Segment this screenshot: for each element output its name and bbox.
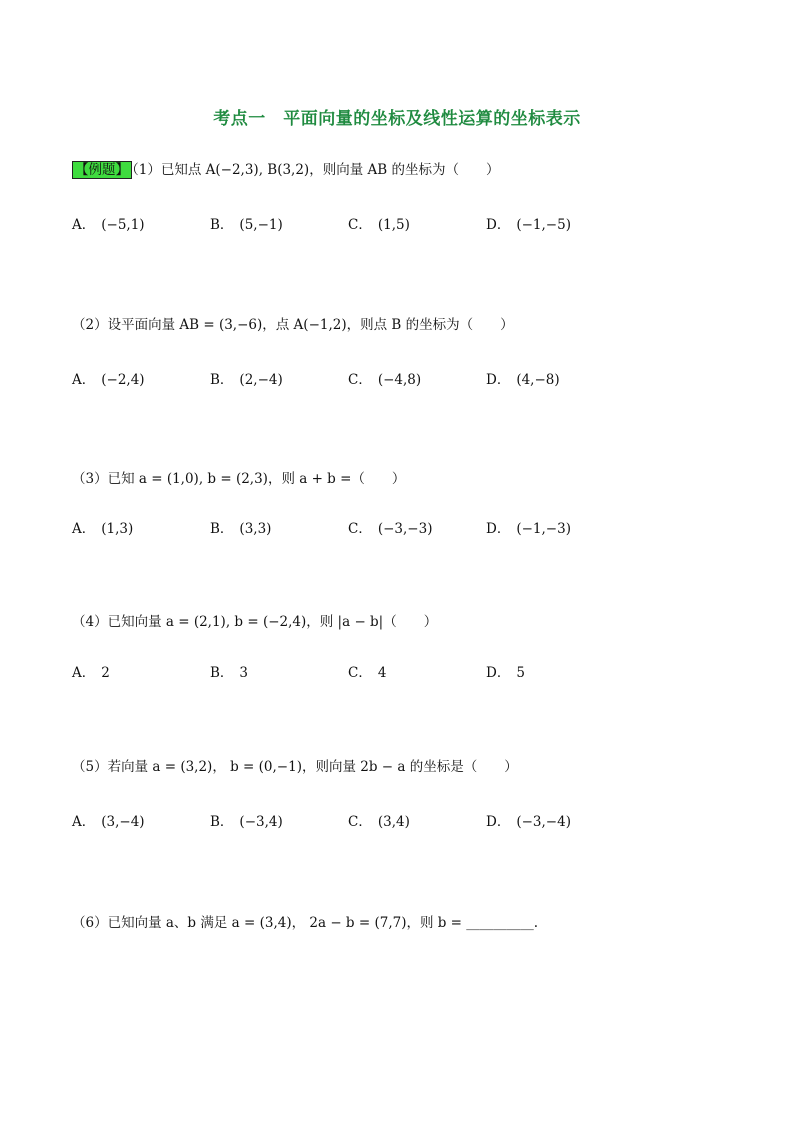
option-a[interactable]: A． (3,−4) bbox=[72, 814, 145, 830]
option-a[interactable]: A． 2 bbox=[72, 665, 110, 681]
option-b[interactable]: B． (2,−4) bbox=[210, 372, 283, 388]
page-title: 考点一 平面向量的坐标及线性运算的坐标表示 bbox=[213, 109, 581, 129]
option-d[interactable]: D． (−3,−4) bbox=[486, 814, 571, 830]
option-c[interactable]: C． (−3,−3) bbox=[348, 521, 433, 537]
question-1-stem bbox=[72, 161, 499, 179]
option-d[interactable]: D． (4,−8) bbox=[486, 372, 560, 388]
question-2-stem: （2）设平面向量 AB = (3,−6)，点 A(−1,2)，则点 B 的坐标为（ ） bbox=[72, 317, 514, 333]
question-4-options bbox=[72, 664, 632, 682]
option-a[interactable]: A． (−5,1) bbox=[72, 217, 145, 233]
option-d[interactable]: D． (−1,−3) bbox=[486, 521, 571, 537]
option-c[interactable]: C． (1,5) bbox=[348, 217, 410, 233]
question-5-stem: （5）若向量 a = (3,2)， b = (0,−1)，则向量 2b − a 的坐标是（ ） bbox=[72, 759, 518, 775]
example-tag: 【例题】 bbox=[72, 161, 132, 179]
option-a[interactable]: A． (1,3) bbox=[72, 521, 134, 537]
question-1-options bbox=[72, 216, 632, 234]
option-c[interactable]: C． (−4,8) bbox=[348, 372, 422, 388]
question-5-options bbox=[72, 813, 632, 831]
option-b[interactable]: B． 3 bbox=[210, 665, 249, 681]
question-6-stem: （6）已知向量 a、b 满足 a = (3,4)， 2a − b = (7,7)，则 b = __________. bbox=[72, 915, 539, 931]
question-3-options bbox=[72, 520, 632, 538]
option-d[interactable]: D． 5 bbox=[486, 665, 525, 681]
option-b[interactable]: B． (−3,4) bbox=[210, 814, 283, 830]
option-c[interactable]: C． (3,4) bbox=[348, 814, 410, 830]
option-d[interactable]: D． (−1,−5) bbox=[486, 217, 571, 233]
option-b[interactable]: B． (3,3) bbox=[210, 521, 272, 537]
option-a[interactable]: A． (−2,4) bbox=[72, 372, 145, 388]
question-3-stem: （3）已知 a = (1,0), b = (2,3)，则 a + b =（ ） bbox=[72, 471, 406, 487]
question-2-options bbox=[72, 371, 632, 389]
option-b[interactable]: B． (5,−1) bbox=[210, 217, 283, 233]
option-c[interactable]: C． 4 bbox=[348, 665, 387, 681]
question-4-stem: （4）已知向量 a = (2,1), b = (−2,4)，则 |a − b|（ ） bbox=[72, 614, 438, 630]
question-1-text: （1）已知点 A(−2,3), B(3,2)，则向量 AB 的坐标为（ ） bbox=[132, 162, 500, 178]
